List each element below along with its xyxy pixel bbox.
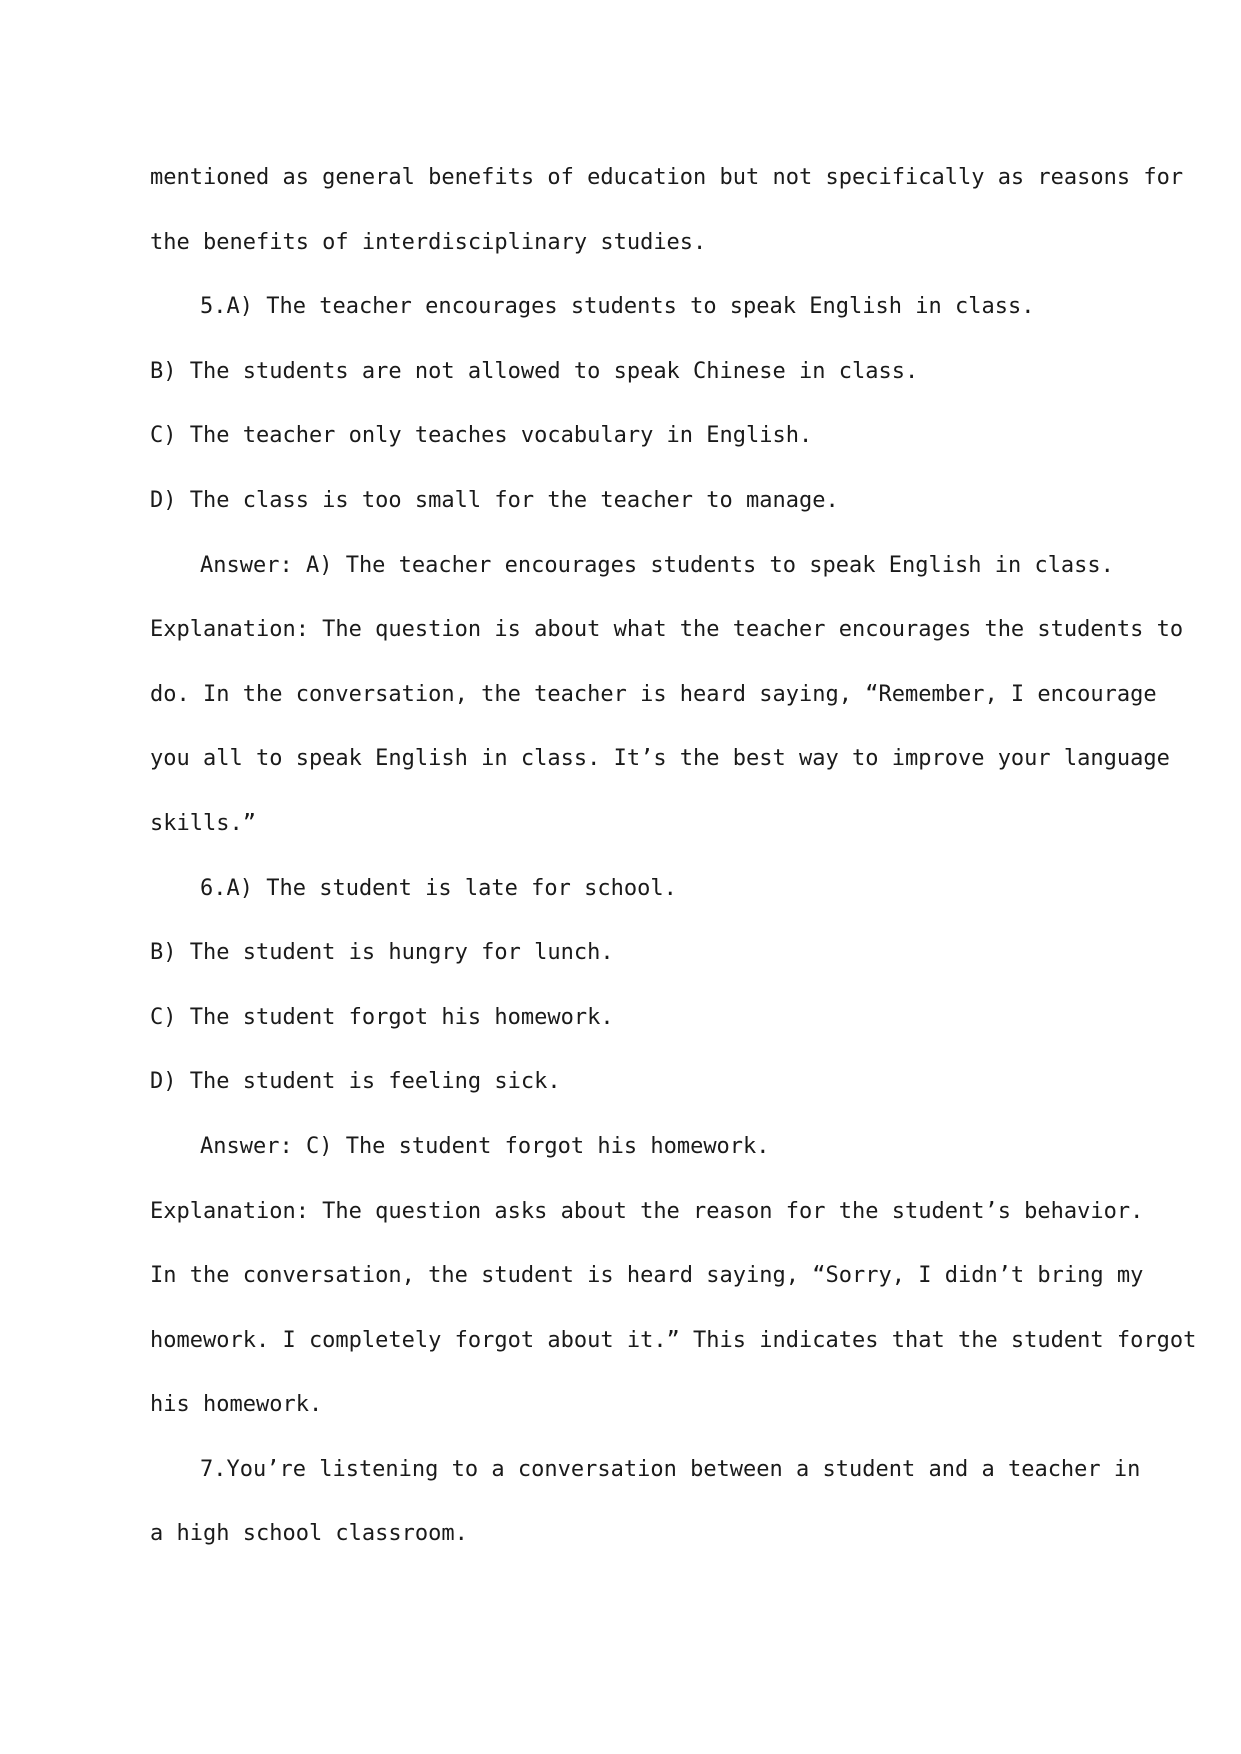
question-6-option-c: C) The student forgot his homework. [150, 1004, 614, 1030]
question-6-option-b: B) The student is hungry for lunch. [150, 940, 614, 966]
question-5-option-a: 5.A) The teacher encourages students to speak English in class. [200, 294, 1035, 320]
question-5-explanation-line: you all to speak English in class. It’s the best way to improve your language [150, 746, 1170, 772]
question-5-explanation-line: do. In the conversation, the teacher is heard saying, “Remember, I encourage [150, 681, 1157, 707]
paragraph-line: mentioned as general benefits of education but not specifically as reasons for [150, 165, 1184, 190]
question-6-answer: Answer: C) The student forgot his homework. [200, 1133, 770, 1159]
document-body [150, 146, 1197, 1567]
question-6-explanation-line: In the conversation, the student is heard saying, “Sorry, I didn’t bring my [150, 1263, 1144, 1289]
paragraph-line: the benefits of interdisciplinary studies. [150, 229, 707, 255]
question-5-option-c: C) The teacher only teaches vocabulary in English. [150, 423, 813, 449]
question-6-option-d: D) The student is feeling sick. [150, 1069, 561, 1095]
question-6-explanation-line: his homework. [150, 1392, 323, 1418]
question-5-answer: Answer: A) The teacher encourages students to speak English in class. [200, 552, 1114, 578]
question-5-option-d: D) The class is too small for the teacher to manage. [150, 487, 839, 513]
question-6-option-a: 6.A) The student is late for school. [200, 875, 677, 901]
question-7-line: a high school classroom. [150, 1521, 468, 1547]
question-5-option-b: B) The students are not allowed to speak Chinese in class. [150, 358, 919, 384]
question-7-line: 7.You’re listening to a conversation between a student and a teacher in [200, 1456, 1141, 1482]
question-6-explanation-line: Explanation: The question asks about the reason for the student’s behavior. [150, 1198, 1144, 1224]
question-5-explanation-line: Explanation: The question is about what the teacher encourages the students to [150, 617, 1184, 643]
question-6-explanation-line: homework. I completely forgot about it.” This indicates that the student forgot [150, 1327, 1197, 1353]
question-5-explanation-line: skills.” [150, 810, 256, 836]
